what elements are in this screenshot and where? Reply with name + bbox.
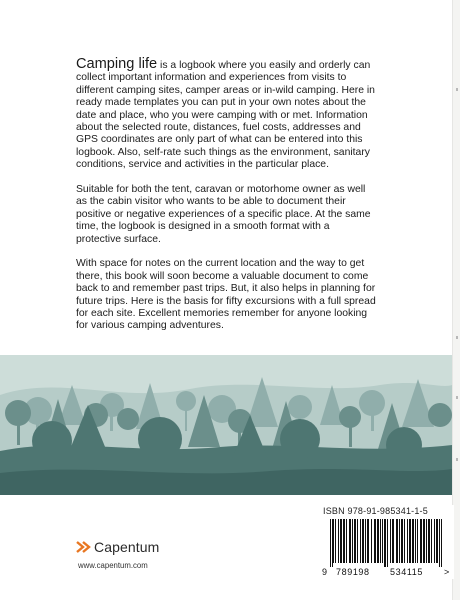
barcode-bar xyxy=(407,519,408,563)
barcode-bar xyxy=(352,519,353,563)
barcode-bar xyxy=(439,519,440,567)
blurb-paragraph-3: With space for notes on the current location and the way to get there, this book will soon become a valuable document to come back to and remember past trips. But, it also helps in planning for future trips. Here is the basis for fifty excursions with a full spread for each site. Excellent memories remember for anyone looking for various camping adventures. xyxy=(76,258,376,332)
barcode-bar xyxy=(384,519,385,567)
barcode-bar xyxy=(428,519,429,563)
barcode-box xyxy=(318,505,454,579)
barcode-bar xyxy=(413,519,414,563)
barcode-bar xyxy=(390,519,391,563)
barcode-bar xyxy=(397,519,398,563)
blurb-paragraph-1 xyxy=(76,57,376,172)
book-title: Camping life xyxy=(76,56,158,72)
barcode-bar xyxy=(346,519,347,563)
barcode-bar xyxy=(412,519,413,563)
barcode-bar xyxy=(338,519,339,563)
blurb-paragraph-1-text: is a logbook where you easily and orderly can collect important information and experiences from visits to different camping sites, camper areas or in-wild camping. Here in ready made templates you can put in your own notes about the date and place, who you were camping with or met. Information about the selected route, distances, fuel costs, addresses and GPS coordinates are only part of what can be entered into this logbook. Also, self-rate such things as the environment, sanitary conditions, service and activities in the particular place. xyxy=(76,60,375,171)
barcode-bar xyxy=(420,519,421,563)
barcode-bar xyxy=(424,519,425,563)
publisher-name: Capentum xyxy=(94,539,160,555)
barcode-bar xyxy=(375,519,376,563)
barcode-bar xyxy=(344,519,345,563)
barcode-bar xyxy=(399,519,400,563)
barcode-bar xyxy=(343,519,344,563)
barcode-bar xyxy=(409,519,410,563)
blurb-paragraph-2: Suitable for both the tent, caravan or motorhome owner as well as the cabin visitor who wants to be able to document their positive or negative experiences of a specific place. At the same time, the logbook is designed in a smooth format with a protective surface. xyxy=(76,183,371,245)
barcode-bar xyxy=(382,519,383,563)
barcode-bar xyxy=(333,519,334,563)
barcode-bar xyxy=(362,519,363,563)
barcode-bar xyxy=(355,519,356,563)
barcode-bar xyxy=(436,519,437,563)
barcode-bar xyxy=(402,519,403,563)
barcode-bar xyxy=(410,519,411,563)
barcode-bar xyxy=(374,519,375,563)
barcode-bar xyxy=(367,519,368,563)
barcode-bar xyxy=(404,519,405,563)
barcode-bar xyxy=(332,519,333,567)
barcode-bar xyxy=(396,519,397,563)
barcode-bar xyxy=(349,519,350,563)
barcode-bar xyxy=(363,519,364,563)
barcode-bar xyxy=(415,519,416,563)
barcode-bar xyxy=(392,519,393,563)
isbn-label: ISBN 978-91-985341-1-5 xyxy=(323,506,428,516)
edge-mark xyxy=(456,336,458,339)
barcode-bar xyxy=(401,519,402,563)
barcode-digits: > xyxy=(444,567,450,577)
barcode-bar xyxy=(417,519,418,563)
barcode-digits: 9 xyxy=(322,567,328,577)
barcode-bar xyxy=(341,519,342,563)
landscape-illustration xyxy=(0,355,460,495)
barcode-bar xyxy=(377,519,378,563)
barcode-bar xyxy=(330,519,331,567)
barcode-bar xyxy=(378,519,379,563)
barcode-bar xyxy=(340,519,341,563)
barcode-bar xyxy=(426,519,427,563)
barcode-bar xyxy=(393,519,394,563)
barcode-bar xyxy=(421,519,422,563)
barcode-bar xyxy=(350,519,351,563)
barcode-bar xyxy=(380,519,381,563)
barcode-digits: 789198 xyxy=(336,567,370,577)
barcode-bar xyxy=(441,519,442,567)
barcode-bar xyxy=(365,519,366,563)
barcode-bar xyxy=(357,519,358,563)
barcode-bar xyxy=(437,519,438,563)
barcode-bar xyxy=(371,519,372,563)
barcode-bar xyxy=(354,519,355,563)
publisher-url: www.capentum.com xyxy=(78,561,148,570)
barcode-bar xyxy=(423,519,424,563)
barcode-bar xyxy=(360,519,361,563)
blurb xyxy=(76,57,376,345)
barcode-bar xyxy=(385,519,386,567)
barcode-image xyxy=(320,519,452,577)
barcode-bar xyxy=(387,519,388,567)
edge-mark xyxy=(456,88,458,91)
barcode-digits: 534115 xyxy=(390,567,423,577)
arrow-chevron-icon xyxy=(76,540,92,554)
barcode-bar xyxy=(429,519,430,563)
publisher-logo xyxy=(76,539,159,555)
barcode-bar xyxy=(434,519,435,563)
barcode-bar xyxy=(368,519,369,563)
barcode-bar xyxy=(431,519,432,563)
barcode-bar xyxy=(335,519,336,563)
